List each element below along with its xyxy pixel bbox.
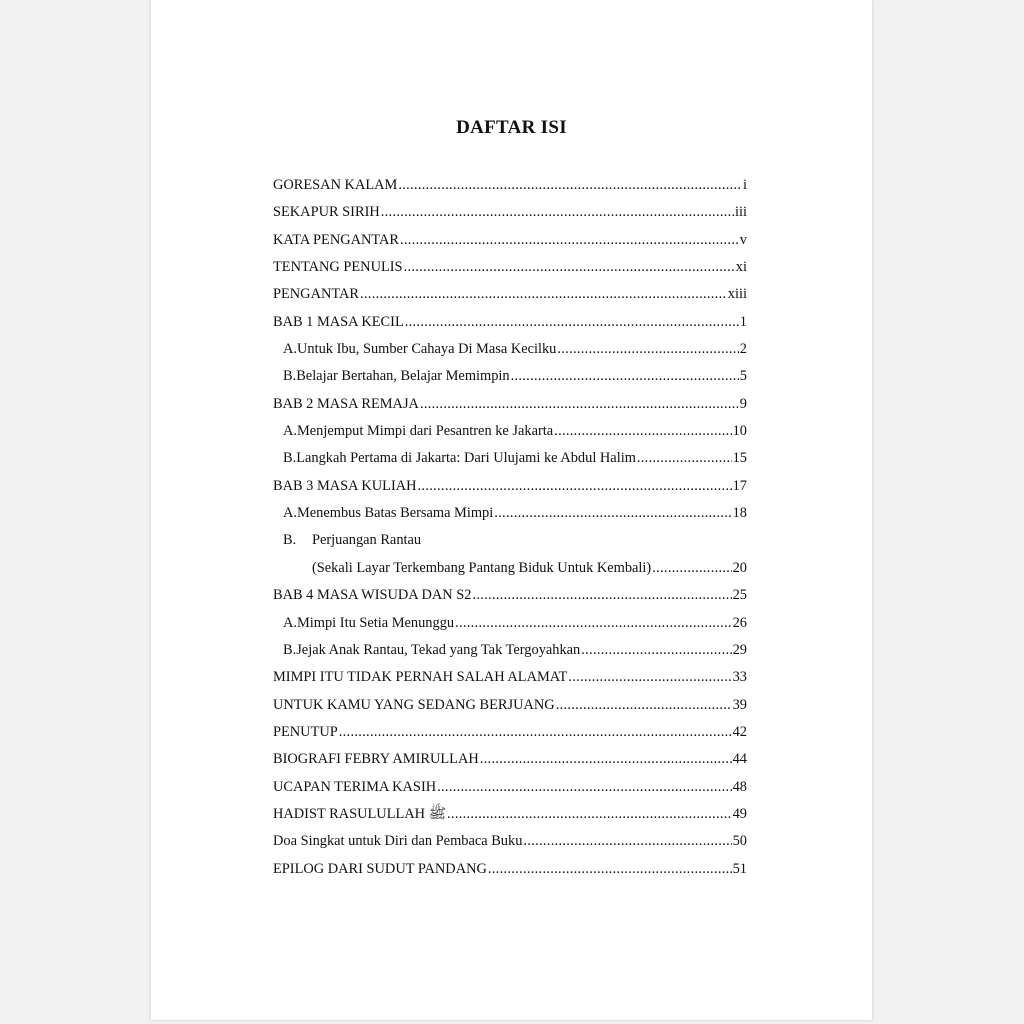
toc-entry [273, 227, 747, 254]
dot-leader [400, 227, 739, 254]
toc-entry-label: SEKAPUR SIRIH [273, 204, 380, 221]
toc-entry [273, 828, 747, 855]
toc-entry-label: Mimpi Itu Setia Menunggu [297, 614, 455, 631]
toc-entry-label: EPILOG DARI SUDUT PANDANG [273, 860, 487, 877]
toc-entry-page-number: 15 [732, 450, 747, 467]
toc-entry-label: KATA PENGANTAR [273, 231, 400, 248]
toc-entry-letter: B. [283, 532, 297, 549]
toc-entry-page-number: xi [735, 259, 747, 276]
toc-entry-page-number: 10 [732, 423, 747, 440]
toc-entry-page-number: 39 [732, 696, 747, 713]
dot-leader [637, 445, 732, 472]
toc-entry [273, 281, 747, 308]
toc-entry-label: UNTUK KAMU YANG SEDANG BERJUANG [273, 696, 555, 713]
toc-entry-label: Langkah Pertama di Jakarta: Dari Ulujami ke Abdul Halim [296, 450, 636, 467]
dot-leader [523, 828, 731, 855]
toc-entry-label: BAB 1 MASA KECIL [273, 313, 404, 330]
toc-entry [273, 801, 747, 828]
dot-leader [652, 555, 731, 582]
toc-entry [273, 445, 747, 472]
toc-entry [273, 664, 747, 691]
dot-leader [420, 391, 739, 418]
toc-entry-page-number: 17 [732, 477, 747, 494]
toc-entry-label: PENUTUP [273, 723, 338, 740]
toc-entry-letter: B. [283, 450, 297, 467]
toc-entry-label: MIMPI ITU TIDAK PERNAH SALAH ALAMAT [273, 669, 568, 686]
toc-entry [273, 610, 747, 637]
toc-entry [273, 254, 747, 281]
toc-entry-page-number: iii [735, 204, 747, 221]
toc-entry-label: Untuk Ibu, Sumber Cahaya Di Masa Kecilku [297, 341, 557, 358]
dot-leader [556, 692, 732, 719]
toc-entry-page-number: 1 [739, 313, 747, 330]
toc-entry-page-number: 48 [732, 778, 747, 795]
toc-entry-label: GORESAN KALAM [273, 177, 398, 193]
toc-entry-letter: B. [283, 368, 297, 385]
dot-leader [494, 500, 731, 527]
toc-entry-letter: B. [283, 641, 297, 658]
dot-leader [418, 473, 732, 500]
toc-entry [273, 391, 747, 418]
toc-entry [273, 774, 747, 801]
toc-entry-label: Doa Singkat untuk Diri dan Pembaca Buku [273, 833, 523, 850]
toc-entry-label: BAB 3 MASA KULIAH [273, 477, 417, 494]
toc-entry-letter: A. [283, 341, 297, 358]
toc-entry-label: Menembus Batas Bersama Mimpi [297, 505, 494, 522]
dot-leader [447, 801, 732, 828]
document-page [151, 0, 872, 1020]
dot-leader [488, 856, 732, 883]
toc-entry-page-number: 26 [732, 614, 747, 631]
toc-entry [273, 199, 747, 226]
dot-leader [360, 281, 727, 308]
page-title: DAFTAR ISI [456, 117, 567, 138]
dot-leader [581, 637, 731, 664]
toc-entry [273, 582, 747, 609]
dot-leader [455, 610, 732, 637]
toc-entry-page-number: xiii [727, 286, 747, 303]
toc-entry [273, 527, 747, 554]
table-of-contents [273, 172, 747, 883]
toc-entry [273, 637, 747, 664]
toc-entry-page-number: 9 [739, 395, 747, 412]
dot-leader [511, 363, 739, 390]
toc-entry-page-number: 25 [732, 587, 747, 604]
dot-leader [339, 719, 732, 746]
toc-entry-page-number: 2 [739, 341, 747, 358]
toc-entry-page-number: 51 [732, 860, 747, 877]
toc-entry-label: Perjuangan Rantau [312, 532, 422, 549]
toc-entry [273, 555, 747, 582]
toc-entry [273, 719, 747, 746]
toc-entry [273, 309, 747, 336]
toc-entry-page-number: i [743, 177, 747, 193]
toc-entry-label: HADIST RASULULLAH ﷺ [273, 805, 447, 822]
toc-entry [273, 418, 747, 445]
toc-entry-label: Belajar Bertahan, Belajar Memimpin [296, 368, 510, 385]
dot-leader [568, 664, 731, 691]
toc-entry [273, 172, 747, 199]
toc-entry [273, 746, 747, 773]
toc-entry [273, 363, 747, 390]
dot-leader [381, 199, 734, 226]
toc-entry-page-number: 5 [739, 368, 747, 385]
toc-entry [273, 500, 747, 527]
toc-entry-page-number: 33 [732, 669, 747, 686]
dot-leader [398, 172, 742, 199]
toc-entry-label: Menjemput Mimpi dari Pesantren ke Jakarta [297, 423, 554, 440]
toc-entry-label: (Sekali Layar Terkembang Pantang Biduk Untuk Kembali) [312, 559, 652, 576]
toc-entry-letter: A. [283, 423, 297, 440]
dot-leader [480, 746, 732, 773]
toc-entry-page-number: 49 [732, 805, 747, 822]
toc-entry-page-number: v [739, 231, 747, 248]
toc-entry-label: BIOGRAFI FEBRY AMIRULLAH [273, 751, 479, 768]
toc-entry-page-number: 50 [732, 833, 747, 850]
toc-entry-label: UCAPAN TERIMA KASIH [273, 778, 437, 795]
toc-entry-letter: A. [283, 505, 297, 522]
toc-entry-label: BAB 4 MASA WISUDA DAN S2 [273, 587, 472, 604]
toc-entry-label: Jejak Anak Rantau, Tekad yang Tak Tergoyahkan [296, 641, 581, 658]
dot-leader [472, 582, 731, 609]
toc-entry-page-number: 18 [732, 505, 747, 522]
dot-leader [557, 336, 738, 363]
dot-leader [405, 309, 739, 336]
toc-entry [273, 336, 747, 363]
dot-leader [554, 418, 731, 445]
toc-entry [273, 473, 747, 500]
toc-entry [273, 856, 747, 883]
toc-entry-page-number: 42 [732, 723, 747, 740]
toc-entry-letter: A. [283, 614, 297, 631]
toc-entry [273, 692, 747, 719]
dot-leader [404, 254, 735, 281]
toc-entry-label: PENGANTAR [273, 286, 359, 303]
toc-entry-page-number: 44 [732, 751, 747, 768]
toc-entry-label: TENTANG PENULIS [273, 259, 403, 276]
dot-leader [437, 774, 731, 801]
toc-entry-page-number: 29 [732, 641, 747, 658]
toc-entry-page-number: 20 [732, 559, 747, 576]
toc-entry-label: BAB 2 MASA REMAJA [273, 395, 419, 412]
